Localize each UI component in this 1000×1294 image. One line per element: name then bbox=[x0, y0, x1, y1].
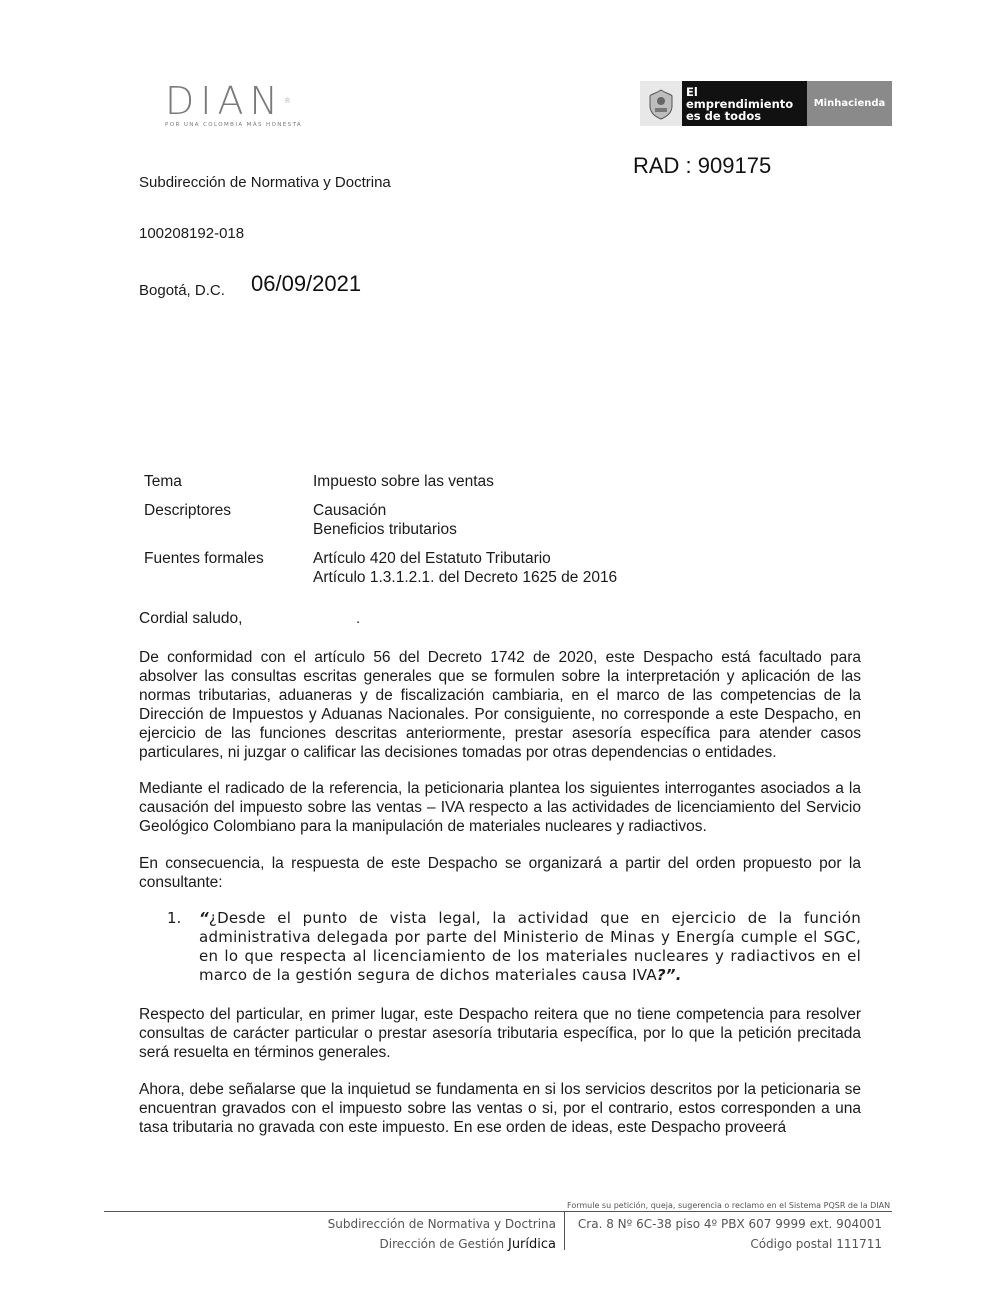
topic-label: Descriptores bbox=[144, 502, 231, 519]
city: Bogotá, D.C. bbox=[139, 282, 225, 299]
footer-divider bbox=[104, 1211, 892, 1212]
paragraph-analysis: Ahora, debe señalarse que la inquietud se fundamenta en si los servicios descritos por la peticionaria se encuentran gravados con el impuesto sobre las ventas o si, por el contrario, estos corresponden a una tasa tributaria no gravada con este impuesto. En ese orden de ideas, este Despacho proveerá bbox=[139, 1081, 861, 1136]
paragraph-scope: Respecto del particular, en primer lugar, este Despacho reitera que no tiene competencia para resolver consultas de carácter particular o prestar asesoría tributaria específica, por lo que la petición precitada será resuelta en términos generales. bbox=[139, 1006, 861, 1061]
topic-value bbox=[313, 549, 617, 587]
question-open-quote: “ bbox=[199, 909, 209, 927]
question-number: 1. bbox=[167, 909, 182, 927]
office-name: Subdirección de Normativa y Doctrina bbox=[139, 174, 391, 191]
footer-note: Formule su petición, queja, sugerencia o reclamo en el Sistema PQSR de la DIAN bbox=[567, 1201, 891, 1210]
dian-tagline: POR UNA COLOMBIA MÁS HONESTA bbox=[165, 122, 303, 128]
topic-value-line: Beneficios tributarios bbox=[313, 521, 457, 538]
rad-number: RAD : 909175 bbox=[633, 153, 772, 178]
topic-value-line: Impuesto sobre las ventas bbox=[313, 473, 494, 490]
question-text bbox=[199, 909, 861, 985]
topic-label: Tema bbox=[144, 473, 182, 490]
footer-vertical-divider bbox=[564, 1212, 565, 1250]
reference-number: 100208192-018 bbox=[139, 225, 245, 242]
paragraph-competence: De conformidad con el artículo 56 del Decreto 1742 de 2020, este Despacho está facultado para absolver las consultas escritas generales que se formulen sobre la interpretación y aplicación de las normas tributarias, aduaneras y de fiscalización cambiaria, en el marco de las competencias de la Dirección de Impuestos y Aduanas Nacionales. Por consiguiente, no corresponde a este Despacho, en ejercicio de las funciones descritas anteriormente, prestar asesoría específica para atender casos particulares, ni juzgar o calificar las decisiones tomadas por otras dependencias o entidades. bbox=[139, 649, 861, 761]
footer-postal-code: Código postal 111711 bbox=[750, 1237, 882, 1251]
topics-table bbox=[144, 472, 864, 597]
question-item bbox=[167, 909, 861, 985]
greeting-dot: . bbox=[356, 610, 361, 627]
topic-value-line: Artículo 1.3.1.2.1. del Decreto 1625 de 2016 bbox=[313, 569, 618, 586]
coat-of-arms-icon bbox=[640, 81, 682, 126]
gov-slogan bbox=[682, 81, 807, 126]
topic-value bbox=[313, 501, 457, 539]
topic-value bbox=[313, 472, 494, 491]
topic-row-fuentes bbox=[144, 549, 864, 587]
footer-office-strong: Jurídica bbox=[507, 1237, 556, 1252]
topic-value-line: Causación bbox=[313, 502, 387, 519]
footer-address-line1: Cra. 8 Nº 6C-38 piso 4º PBX 607 9999 ext. 904001 bbox=[577, 1217, 882, 1231]
ministry-name: Minhacienda bbox=[807, 81, 892, 126]
gov-slogan-line1: El emprendimiento bbox=[686, 84, 794, 111]
topic-row-tema bbox=[144, 472, 864, 491]
greeting: Cordial saludo, bbox=[139, 610, 243, 627]
topic-label: Fuentes formales bbox=[144, 550, 264, 567]
footer-address bbox=[572, 1214, 882, 1254]
footer-office bbox=[250, 1214, 556, 1255]
letter-date: 06/09/2021 bbox=[251, 271, 362, 296]
question-body: ¿Desde el punto de vista legal, la actividad que en ejercicio de la función administrativa delegada por parte del Ministerio de Minas y Energía cumple el SGC, en lo que respecta al licenciamiento de los materiales nucleares y radiactivos en el marco de la gestión segura de dichos materiales causa IVA bbox=[199, 909, 861, 984]
paragraph-request: Mediante el radicado de la referencia, la peticionaria plantea los siguientes interrogantes asociados a la causación del impuesto sobre las ventas – IVA respecto a las actividades de licenciamiento del Servicio Geológico Colombiano para la manipulación de materiales nucleares y radiactivos. bbox=[139, 780, 861, 835]
footer-office-line1: Subdirección de Normativa y Doctrina bbox=[327, 1217, 556, 1231]
question-close-quote: ?”. bbox=[656, 966, 682, 984]
government-logo bbox=[640, 81, 892, 126]
paragraph-order: En consecuencia, la respuesta de este Despacho se organizará a partir del orden propuesto por la consultante: bbox=[139, 855, 861, 891]
dian-logo bbox=[165, 79, 325, 130]
registered-mark: ® bbox=[283, 97, 291, 105]
dian-logo-text: DIAN® bbox=[165, 79, 291, 123]
footer-office-line2: Dirección de Gestión Jurídica bbox=[379, 1237, 556, 1252]
topic-value-line: Artículo 420 del Estatuto Tributario bbox=[313, 550, 551, 567]
gov-slogan-line2: es de todos bbox=[686, 108, 762, 123]
topic-row-descriptores bbox=[144, 501, 864, 539]
